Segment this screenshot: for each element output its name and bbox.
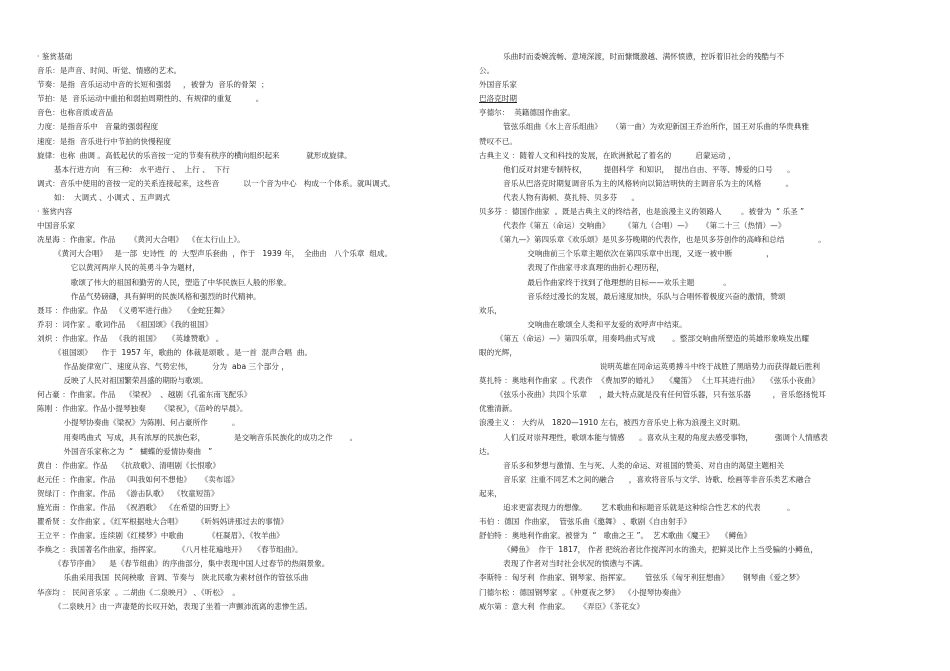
right-text-line: 莫扎特 ：奥地利作曲家 。代表作 《费加罗的婚礼》 《魔笛》 《土耳其进行曲》 《弦乐小夜曲》 [479, 376, 820, 386]
left-text-line: 施光南 ：作曲家。作品 《祝酒歌》 《在希望的田野上》 [37, 503, 234, 512]
right-text-line: 音乐多和梦想与激情、生与死、人类的命运、对祖国的赞美、对自由的渴望主题相关 [479, 460, 785, 470]
left-text-line: 刘炽 ：作曲家。作品 《我的祖国》 《英雄赞歌》 。 [37, 333, 224, 343]
left-text-line: 作品旋律宽广、速度从容、气势宏伟， 分为 aba 三个部分 ， [37, 362, 289, 372]
right-text-line: 威尔第 ：意大利 作曲家。 《弄臣》《茶花女》 [479, 601, 644, 611]
left-text-line: 调式：音乐中使用的音按一定的关系连接起来，这些音 以一个音为中心 构成一个体系。就叫调式。 [37, 178, 395, 188]
right-text-line: 音乐家 注重不同艺术之间的融合 ，喜欢将音乐与文学、诗歌、绘画等非音乐类艺术融合 [479, 474, 812, 484]
left-text-line: 作品气势磅礴，具有鲜明的民族风格和强烈的时代精神。 [37, 291, 261, 301]
left-text-line: 用奏鸣曲式 写成，具有浓厚的民族色彩， 是交响音乐民族化的成功之作 。 [37, 432, 358, 442]
left-text-line: 节拍：是 音乐运动中重拍和弱拍周期性的、有规律的重复 。 [37, 94, 264, 104]
right-text-line: 他们反对封建专制特权， 提倡科学 和知识， 提出自由、平等、博爱的口号 。 [479, 164, 795, 174]
right-text-line: 舒伯特 ：奥地利作曲家。被誉为 “ 歌曲之王 ”。 艺术歌曲《魔王》 《鳟鱼》 [479, 531, 752, 541]
right-text-line: 巴洛克时期 [479, 94, 517, 104]
right-text-line: 表现了作者对当时社会状况的愤懑与不满。 [479, 559, 648, 569]
left-text-line: 瞿希贤 ：女作曲家 。《红军根据地大合唱》 《听妈妈讲那过去的事情》 [37, 517, 288, 527]
right-text-line: 最后作曲家终于找到了他理想的目标——欢乐主题 。 [479, 277, 731, 287]
left-text-line: 歌颂了伟大的祖国和勤劳的人民，塑造了中华民族巨人般的形象。 [37, 277, 292, 287]
right-column [479, 50, 919, 614]
left-text-line: 音色：也称音质或音品 [37, 108, 113, 118]
right-text-line: 古典主义 ：随着人文和科技的发展，在欧洲掀起了着名的 启蒙运动 ， [479, 150, 736, 160]
left-text-line: 华彦均 ： 民间音乐家 。二胡曲《二泉映月》 、《听松》 。 [37, 587, 240, 597]
right-text-line: 追求更富表现力的想像。 艺术歌曲和标题音乐就是这种综合性艺术的代表 。 [479, 503, 795, 512]
right-text-line: 李斯特 ：匈牙利 作曲家、钢琴家、指挥家。 管弦乐《匈牙利狂想曲》 钢琴曲《爱之梦》 [479, 573, 804, 583]
right-text-line: 《第九—》第四乐章《欢乐颂》是贝多芬晚期的代表作，也是贝多芬创作的高峰和总结 。 [479, 235, 826, 245]
right-text-line: 达。 [479, 446, 495, 456]
right-text-line: 公。 [479, 66, 495, 76]
right-text-line: 起来， [479, 488, 502, 498]
left-text-line: 王立平 ：作曲家。连续剧《红楼梦》中歌曲 《枉凝眉》、《牧羊曲》 [37, 531, 284, 541]
left-text-line: 外国音乐家称之为 “ 蝴蝶的爱情协奏曲 ” [37, 446, 213, 456]
right-text-line: 音乐经过漫长的发展，最后速度加快，乐队与合唱怀着极度兴奋的激情，赞颂 [479, 291, 786, 301]
right-text-line: 交响曲在歌颂全人类和平友爱的欢呼声中结束。 [479, 319, 687, 329]
right-text-line: 门德尔松 ：德国钢琴家 。《仲夏夜之梦》 《小提琴协奏曲》 [479, 587, 685, 597]
right-text-line: 韦伯 ：德国 作曲家， 管弦乐曲《邀舞》 、歌剧《自由射手》 [479, 517, 691, 527]
right-text-line: 贝多芬 ：德国作曲家 。既是古典主义的终结者，也是浪漫主义的领路人 。被誉为 “ 乐圣 ” [479, 207, 805, 217]
left-text-line: · 鉴赏基础 [37, 52, 73, 61]
left-text-line: 乐曲采用我国 民间秧歌 音调、节奏与 陕北民歌为素材创作的管弦乐曲 [37, 573, 309, 583]
left-text-line: 赵元任 ：作曲家。作品 《叫我如何不想他》 《卖布谣》 [37, 474, 239, 484]
right-text-line: 赞叹不已。 [479, 136, 517, 146]
left-text-line: 中国音乐家 [37, 221, 75, 231]
left-text-line: 乔羽 ：词作家 。歌词作品 《祖国颂》《我的祖国》 [37, 319, 213, 329]
left-text-line: 黄自 ：作曲家。作品 《抗敌歌》、清唱剧《长恨歌》 [37, 460, 220, 470]
right-text-line: 交响曲前三个乐章主题依次在第四乐章中出现，又逐一被中断 ， [479, 249, 774, 259]
left-text-line: 贺绿汀 ：作曲家。作品 《游击队歌》 《牧童短笛》 [37, 488, 219, 498]
left-text-line: 陈刚 ：作曲家。作品小提琴独奏 《梁祝》，《苗岭的早晨》。 [37, 404, 248, 414]
left-text-line: 李焕之 ：我国著名作曲家，指挥家。 《八月桂花遍地开》 《春节组曲》。 [37, 545, 303, 555]
left-text-line: 《二泉映月》由一声凄楚的长叹开始，表现了坐着一声颤沛流离的悲惨生活。 [37, 601, 313, 611]
right-text-line: 音乐从巴洛克时期复调音乐为主的风格转向以简洁明快的主调音乐为主的风格 。 [479, 178, 794, 188]
right-text-line: 人们反对崇拜理性，歌颂本能与情感 。喜欢从主观的角度去感受事物， 强调个人情感表 [479, 432, 828, 442]
left-text-line: 它以黄河两岸人民的英勇斗争为题材， [37, 263, 200, 273]
left-text-line: 速度：是指 音乐进行中节拍的快慢程度 [37, 136, 171, 146]
left-text-line: 力度：是指音乐中 音量的强弱程度 [37, 122, 159, 132]
right-text-line: 浪漫主义 ： 大约从 1820—1910 左右，被西方音乐史上称为浪漫主义时期。 [479, 418, 745, 428]
right-text-line: 说明英雄在同命运英勇搏斗中终于战胜了黑暗势力而获得最后胜利 [479, 362, 820, 372]
right-text-line: 代表人物有海顿、莫扎特、贝多芬 。 [479, 192, 640, 202]
left-text-line: 冼星海 ：作曲家。作品 《黄河大合唱》 《在太行山上》。 [37, 235, 245, 245]
right-text-line: 优雅清新。 [479, 404, 517, 414]
left-column [37, 50, 455, 614]
left-text-line: 《春节序曲》 是《春节组曲》的序曲部分，集中表现中国人过春节的热闹景象。 [37, 559, 330, 569]
left-text-line: 小提琴协奏曲《梁祝》为陈刚、何占豪所作 。 [37, 418, 240, 428]
right-text-line: 外国音乐家 [479, 80, 517, 90]
left-text-line: 音乐：是声音、时间、听觉、情感的艺术。 [37, 66, 182, 76]
right-text-line: 表现了作曲家寻求真理的曲折心理历程， [479, 263, 664, 273]
left-text-line: · 鉴赏内容 [37, 207, 73, 217]
right-text-line: 乐曲时而委婉流畅、意境深渡，时而慷慨激越、满怀愤懑，控诉着旧社会的残酷与不 [479, 52, 785, 61]
right-text-line: 欢乐， [479, 305, 502, 315]
left-text-line: 如： 大调式 、小调式 、五声调式 [37, 192, 170, 202]
left-text-line: 《祖国颂》 作于 1957 年，歌曲的 体裁是颂歌 。是一首 混声合唱 曲。 [37, 347, 313, 357]
left-text-line: 节奏：是指 音乐运动中音的长短和强弱 ，被誉为 音乐的骨架 ； [37, 80, 269, 90]
right-text-line: 亨德尔： 英籍德国作曲家。 [479, 108, 575, 118]
left-text-line: 聂耳 ：作曲家。作品 《义勇军进行曲》 《金蛇狂舞》 [37, 305, 229, 315]
right-text-line: 《弦乐小夜曲》共四个乐章 ，最大特点就是没有任何管乐器，只有弦乐器 ，音乐悠扬悦耳 [479, 390, 826, 400]
right-text-line: 管弦乐组曲《水上音乐组曲》 （第一曲）为欢迎新国王乔治所作，国王对乐曲的华贵典雅 [479, 122, 809, 132]
left-text-line: 反映了人民对祖国繁荣昌盛的期盼与歌颂。 [37, 376, 208, 386]
left-text-line: 何占豪 ：作曲家。作品 《梁祝》 、越剧《孔雀东南飞配乐》 [37, 390, 252, 400]
right-text-line: 代表作《第五（命运）交响曲》 《第九（合唱）—》 《第二十三（热情）—》 [479, 221, 786, 231]
right-text-line: 《鳟鱼》 作于 1817， 作者 把统治者比作搅浑河水的渔夫，把鲜灵比作上当受骗的小鳟鱼， [479, 545, 818, 555]
left-text-line: 《黄河大合唱》 是一部 史诗性 的 大型声乐套曲 ，作于 1939 年， 全曲由 八个乐章 组成。 [37, 249, 393, 259]
right-text-line: 眼的光辉， [479, 347, 517, 357]
left-text-line: 旋律：也称 曲调 。高低起伏的乐音按一定的节奏有秩序的横向组织起来 就形成旋律。 [37, 150, 352, 160]
left-text-line: 基本行进方向 有三种: 水平进行 、 上行 、 下行 [37, 164, 230, 174]
right-text-line: 《第五（命运）—》第四乐章，用奏鸣曲式写成 。整部交响曲所塑造的英雄形象唤发出耀 [479, 333, 809, 343]
